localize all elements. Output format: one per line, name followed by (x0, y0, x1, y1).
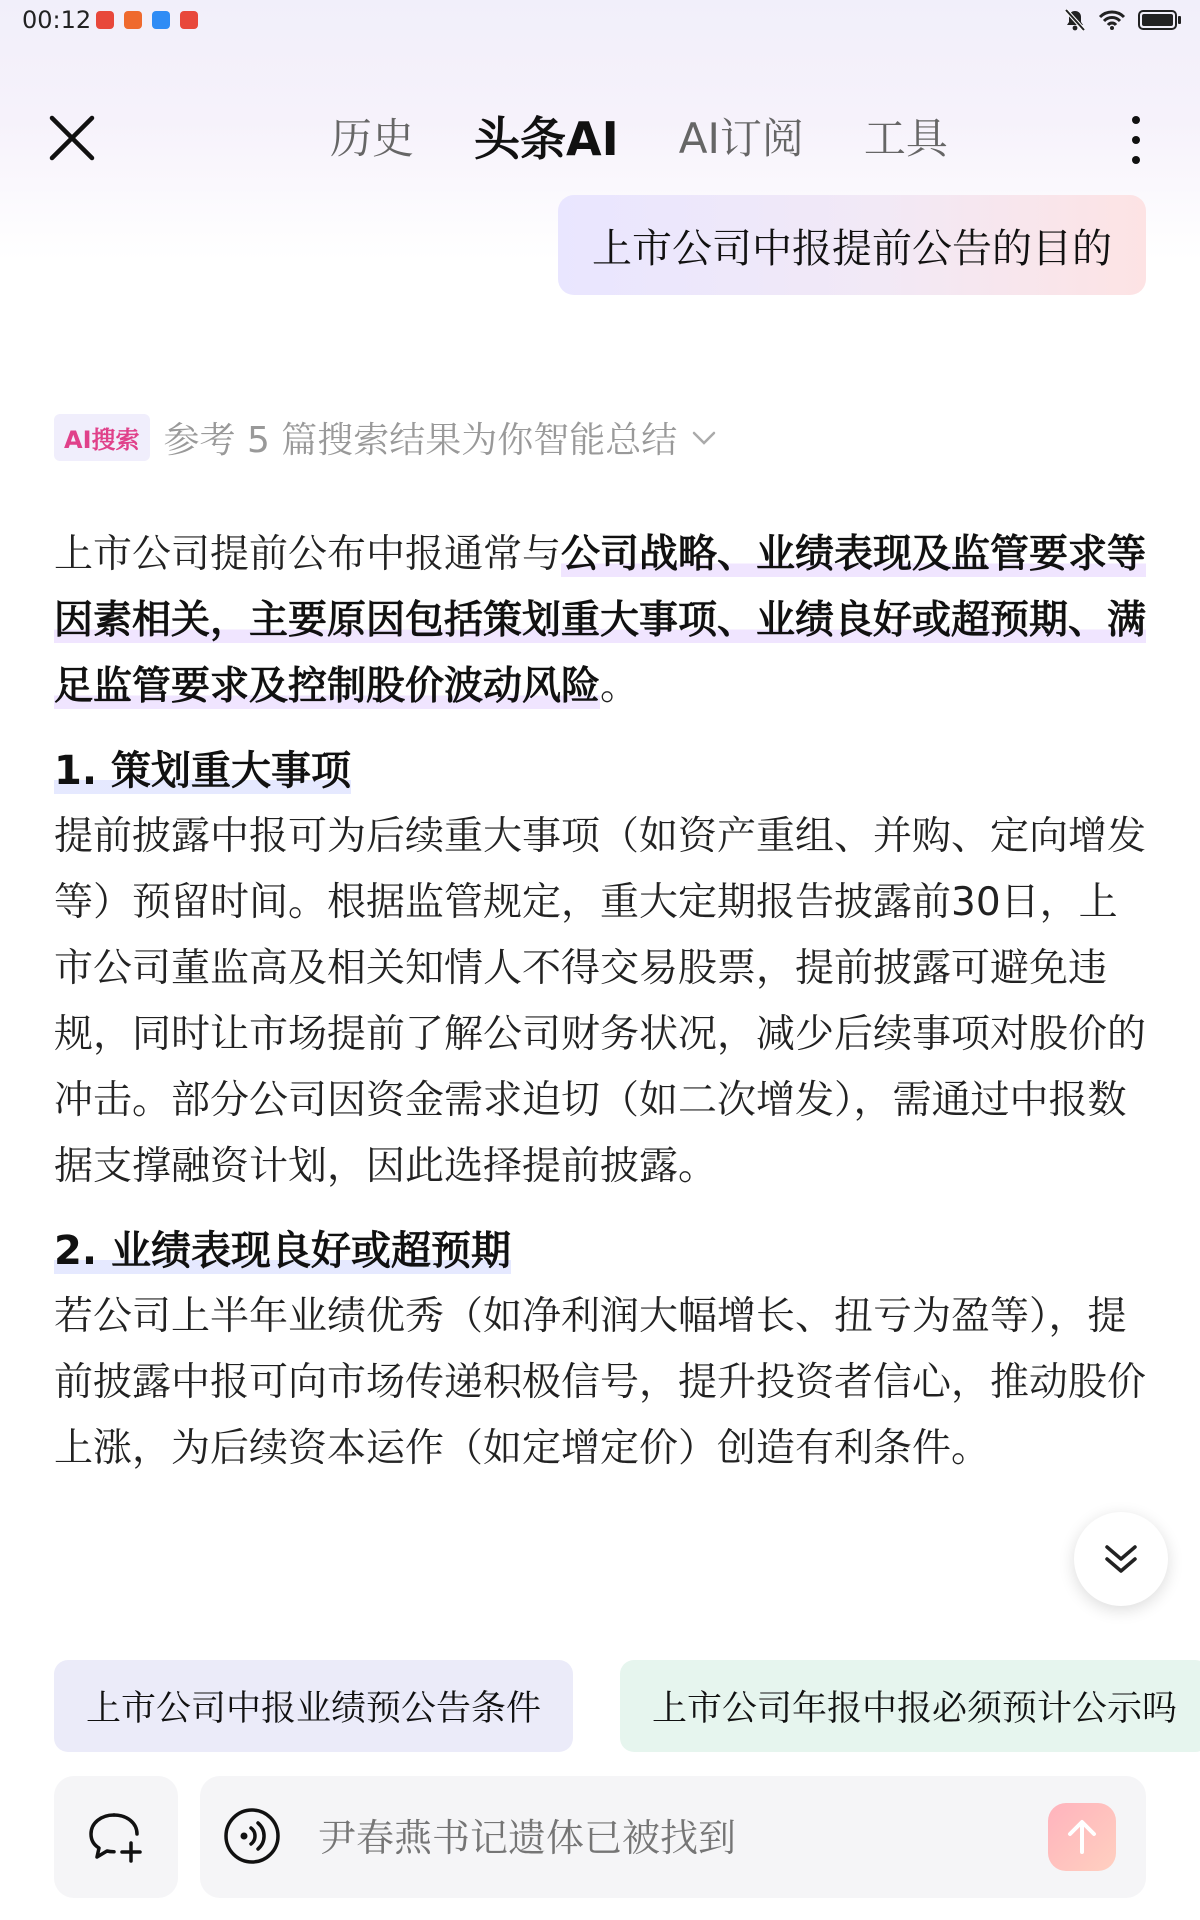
section-heading: 2. 业绩表现良好或超预期 (54, 1228, 511, 1274)
section-body: 若公司上半年业绩优秀（如净利润大幅增长、扭亏为盈等），提前披露中报可向市场传递积极信号，提升投资者信心，推动股价上涨，为后续资本运作（如定增定价）创造有利条件。 (54, 1294, 1147, 1471)
new-chat-icon (86, 1809, 146, 1865)
tab-toutiao-ai[interactable]: 头条AI (474, 112, 619, 166)
scroll-to-bottom-button[interactable] (1074, 1512, 1168, 1606)
suggestion-chip[interactable]: 上市公司中报业绩预公告条件 (54, 1660, 573, 1752)
answer-content (54, 522, 1150, 1482)
more-icon[interactable] (1124, 110, 1148, 170)
suggestion-list (54, 1660, 1200, 1752)
wifi-icon (1098, 9, 1126, 31)
notification-app-icon (96, 11, 114, 29)
notification-app-icon (180, 11, 198, 29)
status-time: 00:12 (22, 6, 92, 34)
bell-off-icon (1064, 8, 1086, 32)
ai-search-badge: AI搜索 (54, 414, 150, 461)
answer-intro-end: 。 (600, 664, 640, 709)
chevron-down-icon[interactable] (691, 429, 717, 447)
notification-app-icon (152, 11, 170, 29)
user-query-bubble: 上市公司中报提前公告的目的 (558, 195, 1146, 295)
tab-tools[interactable]: 工具 (863, 114, 948, 163)
answer-intro-plain: 上市公司提前公布中报通常与 (54, 532, 562, 577)
battery-icon (1138, 9, 1182, 31)
new-chat-button[interactable] (54, 1776, 178, 1898)
section-heading: 1. 策划重大事项 (54, 748, 351, 794)
top-nav (0, 96, 1200, 176)
input-bar (0, 1776, 1200, 1898)
answer-intro-highlight: 公司战略、业绩表现及监管要求等因素相关，主要原因包括策划重大事项、业绩良好或超预期、满足监管要求及控制股价波动风险 (54, 532, 1147, 709)
section-body: 提前披露中报可为后续重大事项（如资产重组、并购、定向增发等）预留时间。根据监管规定，重大定期报告披露前30日，上市公司董监高及相关知情人不得交易股票，提前披露可避免违规，同时让市场提前了解公司财务状况，减少后续事项对股价的冲击。部分公司因资金需求迫切（如二次增发），需通过中报数据支撑融资计划，因此选择提前披露。 (54, 814, 1147, 1189)
tab-bar (300, 96, 978, 176)
reference-count-text: 参考 5 篇搜索结果为你智能总结 (163, 420, 678, 461)
double-chevron-down-icon (1101, 1539, 1141, 1579)
voice-input-icon[interactable] (222, 1806, 282, 1866)
tab-ai-subscription[interactable]: AI订阅 (678, 114, 804, 163)
status-bar (0, 0, 1200, 44)
notification-app-icon (124, 11, 142, 29)
suggestion-chip[interactable]: 上市公司年报中报必须预计公示吗 (620, 1660, 1200, 1752)
arrow-up-icon (1065, 1818, 1099, 1856)
send-button[interactable] (1048, 1803, 1116, 1871)
chat-input[interactable] (316, 1776, 960, 1900)
ai-search-summary[interactable] (54, 412, 717, 463)
chat-input-box[interactable] (200, 1776, 1146, 1898)
answer-intro (54, 522, 1150, 720)
close-icon[interactable] (44, 110, 100, 166)
tab-history[interactable]: 历史 (330, 114, 415, 163)
